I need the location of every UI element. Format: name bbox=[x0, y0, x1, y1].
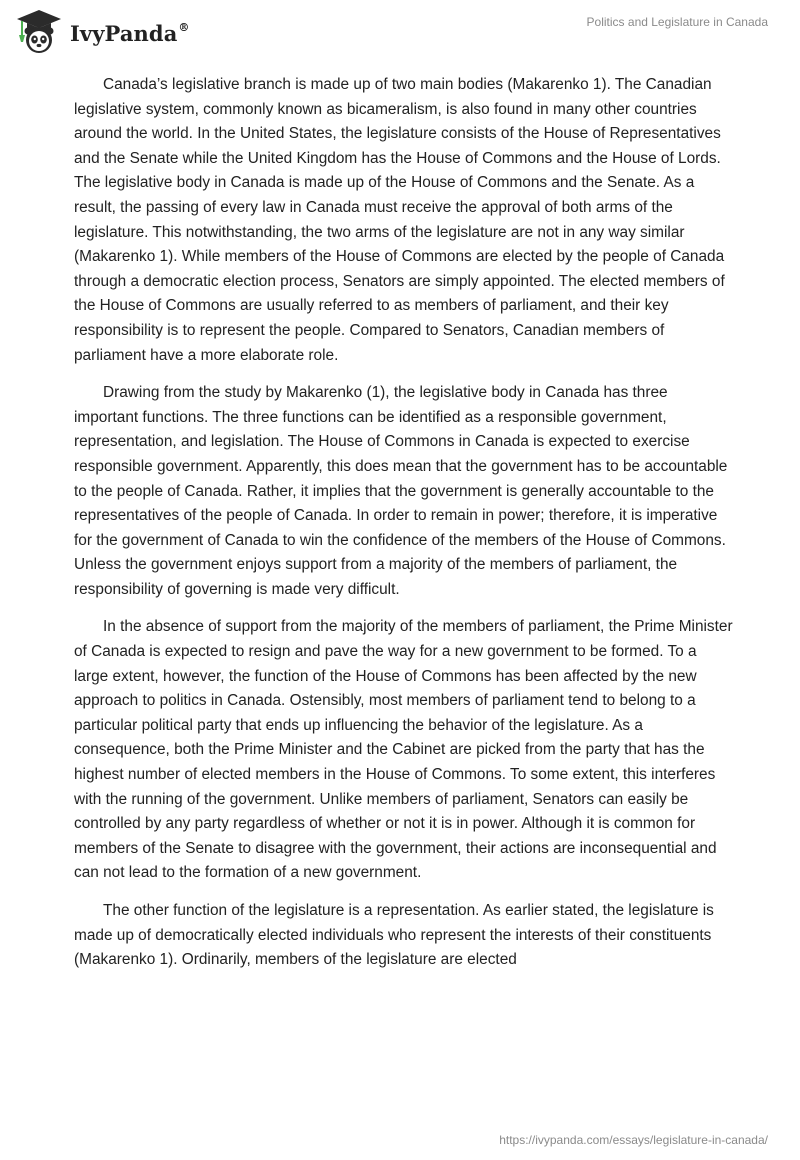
paragraph-2: Drawing from the study by Makarenko (1), the legislative body in Canada has three important functions. The three functions can be identified as a responsible government, representation, and legislation. The House of Commons in Canada is expected to exercise responsible government. Apparently, this does mean that the government has to be accountable to the people of Canada. Rather, it implies that the government is generally accountable to the representatives of the people of Canada. In order to remain in power; therefore, it is imperative for the government of Canada to win the confidence of the members of the House of Commons. Unless the government enjoys support from a majority of the members of parliament, the responsibility of governing is made very difficult. bbox=[74, 384, 728, 598]
page-header bbox=[0, 0, 800, 60]
source-url[interactable]: https://ivypanda.com/essays/legislature-in-canada/ bbox=[499, 1133, 768, 1147]
paragraph-1: Canada’s legislative branch is made up of two main bodies (Makarenko 1). The Canadian legislative system, commonly known as bicameralism, is also found in many other countries around the world. In the United States, the legislature consists of the House of Representatives and the Senate while the United Kingdom has the House of Commons and the House of Lords. The legislative body in Canada is made up of the House of Commons and the Senate. As a result, the passing of every law in Canada must receive the approval of both arms of the legislature. This notwithstanding, the two arms of the legislature are not in any way similar (Makarenko 1). While members of the House of Commons are elected by the people of Canada through a democratic election process, Senators are simply appointed. The elected members of the House of Commons are usually referred to as members of parliament, and their key responsibility is to represent the people. Compared to Senators, Canadian members of parliament have a more elaborate role. bbox=[74, 76, 725, 364]
ivypanda-logo[interactable] bbox=[14, 8, 190, 56]
logo-wordmark bbox=[70, 21, 190, 46]
essay-body bbox=[74, 73, 734, 986]
registered-mark: ® bbox=[178, 20, 190, 34]
paragraph-4: The other function of the legislature is a representation. As earlier stated, the legislature is made up of democratically elected individuals who represent the interests of their constituents (Makarenko 1). Ordinarily, members of the legislature are elected bbox=[74, 902, 714, 969]
document-title: Politics and Legislature in Canada bbox=[586, 15, 768, 29]
logo-name: IvyPanda bbox=[70, 20, 178, 46]
paragraph-3: In the absence of support from the majority of the members of parliament, the Prime Minister of Canada is expected to resign and pave the way for a new government to be formed. To a large extent, however, the function of the House of Commons has been affected by the new approach to politics in Canada. Ostensibly, most members of parliament tend to belong to a particular political party that ends up influencing the behavior of the legislature. As a consequence, both the Prime Minister and the Cabinet are picked from the party that has the highest number of elected members in the House of Commons. To some extent, this interferes with the running of the government. Unlike members of parliament, Senators can easily be controlled by any party regardless of whether or not it is in power. Although it is common for members of the Senate to disagree with the government, their actions are inconsequential and can not lead to the formation of a new government. bbox=[74, 618, 733, 882]
panda-graduate-icon bbox=[14, 8, 64, 56]
